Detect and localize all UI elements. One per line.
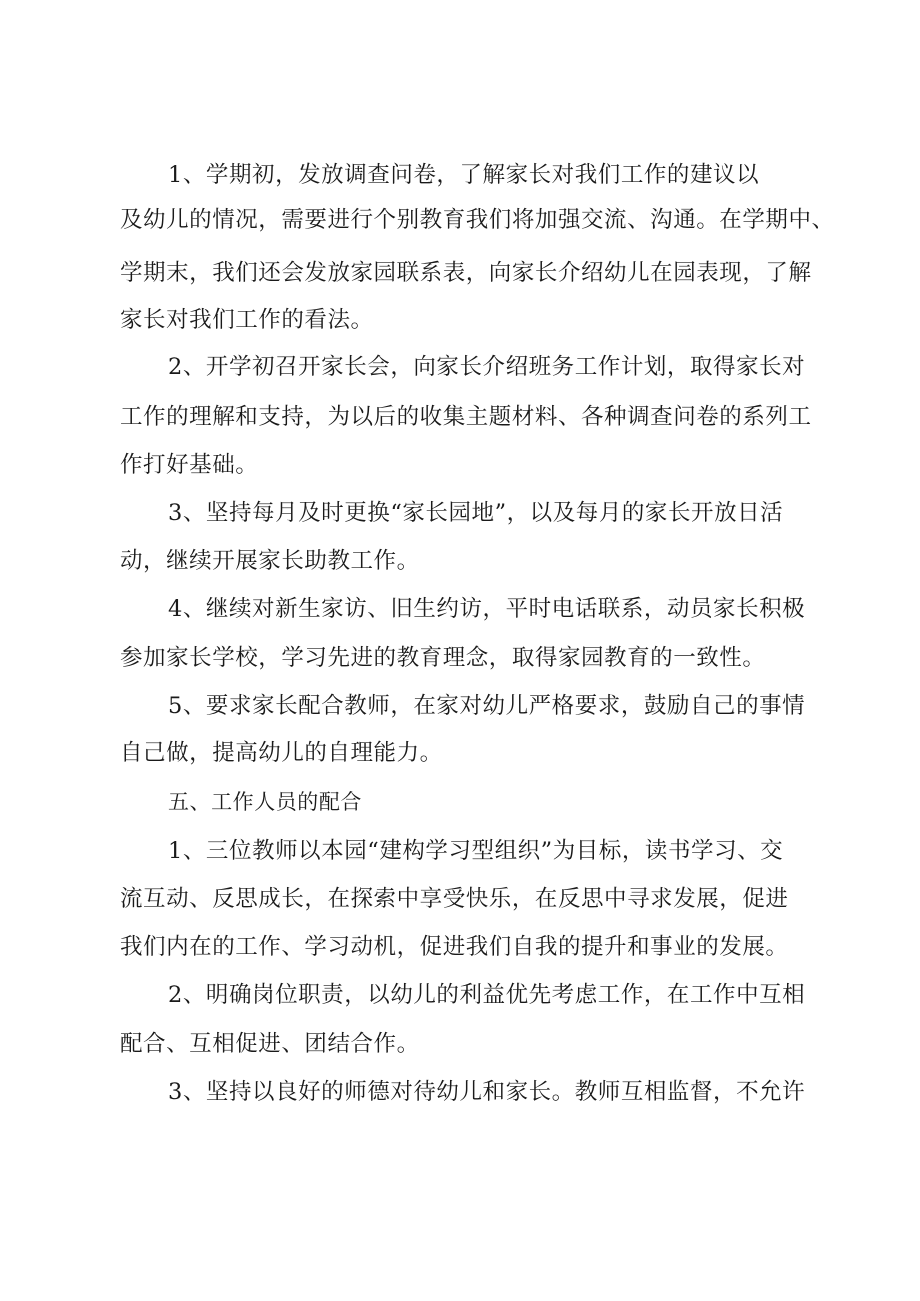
paragraph-line: 学期末，我们还会发放家园联系表，向家长介绍幼儿在园表现，了解	[120, 260, 812, 286]
paragraph-line: 4、继续对新生家访、旧生约访，平时电话联系，动员家长积极	[168, 596, 806, 622]
paragraph-line: 3、坚持以良好的师德对待幼儿和家长。教师互相监督，不允许	[168, 1079, 806, 1105]
paragraph-line: 1、三位教师以本园“建构学习型组织”为目标，读书学习、交	[168, 838, 784, 864]
paragraph-line: 3、坚持每月及时更换“家长园地”，以及每月的家长开放日活	[168, 500, 784, 526]
paragraph-line: 动，继续开展家长助教工作。	[120, 548, 420, 574]
paragraph-line: 配合、互相促进、团结合作。	[120, 1031, 420, 1057]
paragraph-line: 2、明确岗位职责，以幼儿的利益优先考虑工作，在工作中互相	[168, 982, 806, 1008]
paragraph-line: 1、学期初，发放调查问卷，了解家长对我们工作的建议以	[168, 162, 760, 188]
paragraph-line: 家长对我们工作的看法。	[120, 307, 374, 333]
paragraph-line: 及幼儿的情况，需要进行个别教育我们将加强交流、沟通。在学期中、	[120, 207, 835, 233]
paragraph-line: 工作的理解和支持，为以后的收集主题材料、各种调查问卷的系列工	[120, 404, 812, 430]
paragraph-line: 流互动、反思成长，在探索中享受快乐，在反思中寻求发展，促进	[120, 886, 789, 912]
paragraph-line: 5、要求家长配合教师，在家对幼儿严格要求，鼓励自己的事情	[168, 693, 806, 719]
paragraph-line: 作打好基础。	[120, 452, 259, 478]
section-heading: 五、工作人员的配合	[168, 790, 362, 814]
paragraph-line: 2、开学初召开家长会，向家长介绍班务工作计划，取得家长对	[168, 354, 806, 380]
paragraph-line: 自己做，提高幼儿的自理能力。	[120, 740, 443, 766]
paragraph-line: 我们内在的工作、学习动机，促进我们自我的提升和事业的发展。	[120, 934, 789, 960]
paragraph-line: 参加家长学校，学习先进的教育理念，取得家园教育的一致性。	[120, 645, 766, 671]
